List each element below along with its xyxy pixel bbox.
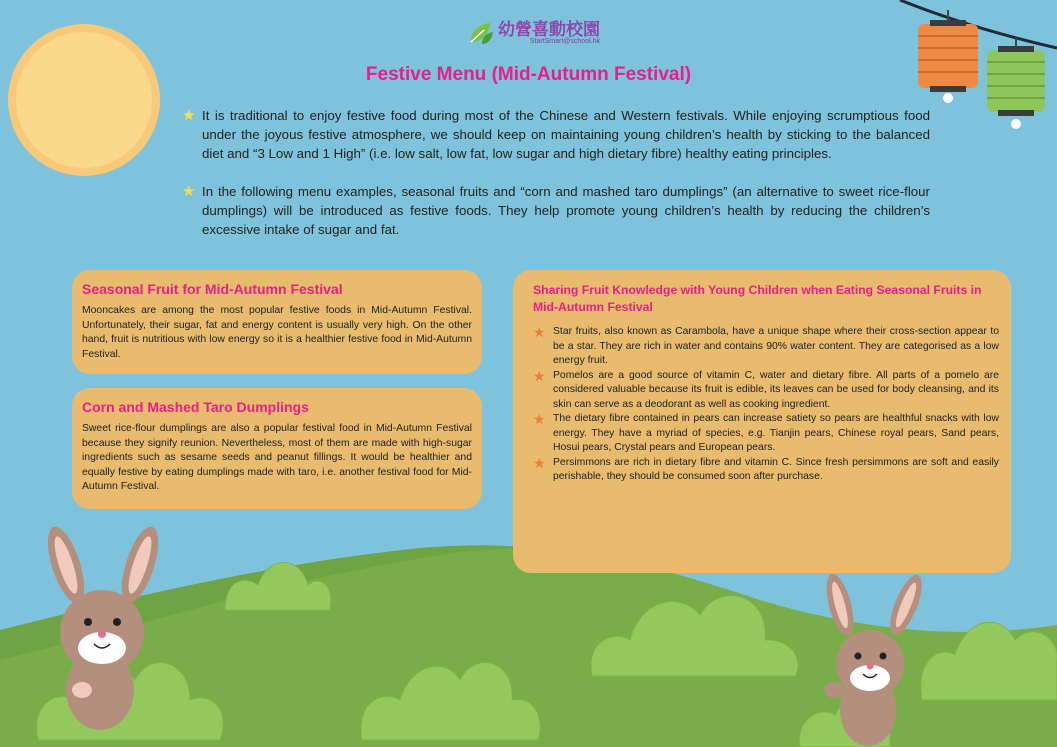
orange-star-icon: ★ [533, 324, 546, 340]
fruit-fact-text: Pomelos are a good source of vitamin C, water and dietary fibre. All parts of a pomelo are considered valuable because its fruit is edible, its leaves can be used for body cleansing, and its skin can serve as a deodorant as well as cooking ingredient. [553, 369, 999, 410]
orange-star-icon: ★ [533, 367, 546, 384]
brand-name-english: StartSmart@school.hk [529, 38, 600, 45]
orange-star-icon: ★ [533, 411, 546, 427]
seasonal-fruit-body: Mooncakes are among the most popular festive foods in Mid-Autumn Festival. Unfortunately, their sugar, fat and energy content is usually very high. On the other hand, fruit is nutritious with low energy so it is a healthier festive food in Mid-Autumn Festival. [82, 305, 472, 360]
fruit-knowledge-box [513, 270, 1011, 573]
yellow-star-icon: ★ [182, 107, 196, 124]
page-title: Festive Menu (Mid-Autumn Festival) [365, 64, 692, 85]
fruit-fact-item [533, 369, 999, 413]
fruit-fact-text: The dietary fibre contained in pears can increase satiety so pears are healthful snacks with low energy. They have a myriad of species, e.g. Tianjin pears, Chinese royal pears, Sand pears, Hosui pears, Crystal pears and European pears. [553, 413, 999, 453]
seasonal-fruit-box [72, 270, 482, 374]
brand-logo [468, 20, 600, 46]
brand-name-chinese: 幼營喜動校園 [498, 20, 600, 40]
taro-dumplings-box [72, 388, 482, 509]
fruit-fact-text: Star fruits, also known as Carambola, have a unique shape where their cross-section appear to be a star. They are rich in water and contains 90% water content. They are categorised as a low energy fruit. [553, 326, 999, 366]
seasonal-fruit-heading: Seasonal Fruit for Mid-Autumn Festival [82, 281, 343, 297]
orange-star-icon: ★ [533, 454, 546, 471]
fruit-fact-item [533, 325, 999, 369]
intro-paragraph [182, 106, 930, 163]
fruit-knowledge-heading: Sharing Fruit Knowledge with Young Children when Eating Seasonal Fruits in Mid-Autumn Festival [533, 283, 982, 314]
leaf-logo-icon [468, 20, 494, 46]
taro-dumplings-heading: Corn and Mashed Taro Dumplings [82, 399, 309, 415]
intro-section [182, 106, 930, 258]
intro-paragraph-text: It is traditional to enjoy festive food during most of the Chinese and Western festivals. While enjoying scrumptious food under the joyous festive atmosphere, we should keep on maintaining young children’s health by sticking to the balanced diet and “3 Low and 1 High” (i.e. low salt, low fat, low sugar and high dietary fibre) healthy eating principles. [202, 108, 930, 161]
fruit-fact-item [533, 456, 999, 485]
fruit-fact-text: Persimmons are rich in dietary fibre and vitamin C. Since fresh persimmons are soft and easily perishable, they should be consumed soon after purchase. [553, 456, 999, 482]
intro-paragraph-text: In the following menu examples, seasonal fruits and “corn and mashed taro dumplings” (an alternative to sweet rice-flour dumplings) will be introduced as festive foods. They help promote young children’s health by reducing the children’s excessive intake of sugar and fat. [202, 184, 930, 237]
full-moon-illustration [8, 24, 160, 176]
taro-dumplings-body: Sweet rice-flour dumplings are also a popular festival food in Mid-Autumn Festival because they signify reunion. Nevertheless, most of them are made with high-sugar ingredients such as sesame seeds and peanut fillings. It would be healthier and equally festive by eating dumplings made with taro, i.e. another festival food for Mid-Autumn Festival. [82, 423, 472, 492]
fruit-fact-item [533, 412, 999, 456]
intro-paragraph [182, 182, 930, 239]
yellow-star-icon: ★ [182, 183, 196, 200]
